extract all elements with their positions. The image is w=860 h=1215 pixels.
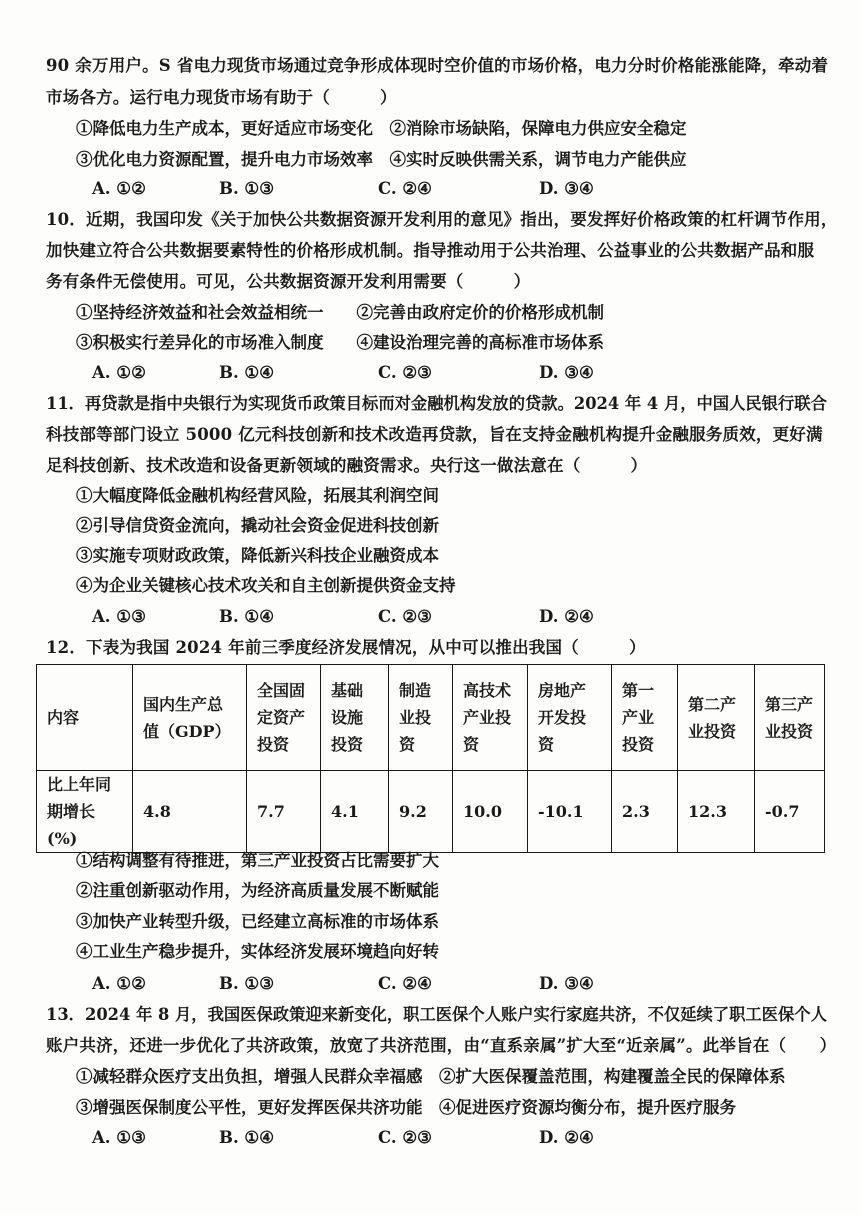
q9-choice-a[interactable]: A. ①②	[92, 179, 146, 198]
q10-line-3: 务有条件无偿使用。可见，公共数据资源开发利用需要（ ）	[46, 272, 531, 291]
table-header-cell: 第二产业投资	[678, 665, 755, 771]
q10-choice-c[interactable]: C. ②③	[378, 363, 432, 382]
q9-statement-1: ①降低电力生产成本，更好适应市场变化 ②消除市场缺陷，保障电力供应安全稳定	[76, 119, 687, 138]
q10-choice-d[interactable]: D. ③④	[539, 363, 594, 382]
table-cell: 9.2	[389, 771, 453, 853]
q11-choice-b[interactable]: B. ①④	[219, 607, 275, 626]
q10-line-2: 加快建立符合公共数据要素特性的价格形成机制。指导推动用于公共治理、公益事业的公共数据产品和服	[46, 241, 815, 260]
table-header-cell: 制造业投资	[389, 665, 453, 771]
table-cell: 2.3	[612, 771, 678, 853]
table-cell: 7.7	[247, 771, 321, 853]
q9-statement-2: ③优化电力资源配置，提升电力市场效率 ④实时反映供需关系，调节电力产能供应	[76, 150, 687, 169]
q13-line-2: 账户共济，还进一步优化了共济政策，放宽了共济范围，由“直系亲属”扩大至“近亲属”。此举旨在（ ）	[46, 1036, 837, 1055]
q11-statement-1: ①大幅度降低金融机构经营风险，拓展其利润空间	[76, 486, 439, 505]
q12-statement-2: ②注重创新驱动作用，为经济高质量发展不断赋能	[76, 881, 439, 900]
table-cell: -10.1	[528, 771, 612, 853]
q9-line-1: 90 余万用户。S 省电力现货市场通过竞争形成体现时空价值的市场价格，电力分时价格能涨能降，牵动着	[46, 56, 829, 75]
q12-choice-c[interactable]: C. ②④	[378, 974, 432, 993]
q13-choice-a[interactable]: A. ①③	[92, 1128, 146, 1147]
q9-line-2: 市场各方。运行电力现货市场有助于（ ）	[46, 88, 397, 107]
q11-statement-4: ④为企业关键核心技术攻关和自主创新提供资金支持	[76, 576, 456, 595]
q13-statement-1: ①减轻群众医疗支出负担，增强人民群众幸福感 ②扩大医保覆盖范围，构建覆盖全民的保障体系	[76, 1067, 786, 1086]
table-row	[37, 771, 825, 853]
q10-statement-1: ①坚持经济效益和社会效益相统一 ②完善由政府定价的价格形成机制	[76, 303, 604, 322]
table-cell: 4.1	[321, 771, 389, 853]
q12-choice-a[interactable]: A. ①②	[92, 974, 146, 993]
q11-choice-a[interactable]: A. ①③	[92, 607, 146, 626]
table-header-cell: 第一产业投资	[612, 665, 678, 771]
q9-choice-c[interactable]: C. ②④	[378, 179, 432, 198]
q11-line-1: 11．再贷款是指中央银行为实现货币政策目标而对金融机构发放的贷款。2024 年 4 月，中国人民银行联合	[46, 394, 827, 413]
q10-choice-b[interactable]: B. ①④	[219, 363, 275, 382]
table-cell: 12.3	[678, 771, 755, 853]
q9-choice-b[interactable]: B. ①③	[219, 179, 275, 198]
q13-choice-b[interactable]: B. ①④	[219, 1128, 275, 1147]
economic-data-table	[36, 664, 825, 853]
q10-choice-a[interactable]: A. ①②	[92, 363, 146, 382]
q11-line-2: 科技部等部门设立 5000 亿元科技创新和技术改造再贷款，旨在支持金融机构提升金融服务质效，更好满	[46, 425, 823, 444]
q12-choice-d[interactable]: D. ③④	[539, 974, 594, 993]
q13-choice-c[interactable]: C. ②③	[378, 1128, 432, 1147]
q12-statement-4: ④工业生产稳步提升，实体经济发展环境趋向好转	[76, 942, 439, 961]
table-cell: 4.8	[133, 771, 247, 853]
table-header-cell: 房地产开发投资	[528, 665, 612, 771]
table-cell: 10.0	[453, 771, 528, 853]
q9-choice-d[interactable]: D. ③④	[539, 179, 594, 198]
q11-choice-c[interactable]: C. ②③	[378, 607, 432, 626]
q13-line-1: 13．2024 年 8 月，我国医保政策迎来新变化，职工医保个人账户实行家庭共济，不仅延续了职工医保个人	[46, 1005, 827, 1024]
table-header-row	[37, 665, 825, 771]
q11-line-3: 足科技创新、技术改造和设备更新领域的融资需求。央行这一做法意在（ ）	[46, 456, 648, 475]
table-cell: -0.7	[755, 771, 825, 853]
table-header-cell: 内容	[37, 665, 133, 771]
table-header-cell: 高技术产业投资	[453, 665, 528, 771]
q12-line-1: 12．下表为我国 2024 年前三季度经济发展情况，从中可以推出我国（ ）	[46, 638, 646, 657]
table-header-cell: 国内生产总值（GDP）	[133, 665, 247, 771]
q11-statement-2: ②引导信贷资金流向，撬动社会资金促进科技创新	[76, 516, 439, 535]
q10-statement-2: ③积极实行差异化的市场准入制度 ④建设治理完善的高标准市场体系	[76, 333, 604, 352]
q12-choice-b[interactable]: B. ①③	[219, 974, 275, 993]
q11-choice-d[interactable]: D. ②④	[539, 607, 594, 626]
table-row-label: 比上年同期增长(%)	[37, 771, 133, 853]
q10-line-1: 10．近期，我国印发《关于加快公共数据资源开发利用的意见》指出，要发挥好价格政策的杠杆调节作用，	[46, 210, 838, 229]
q12-statement-1: ①结构调整有待推进，第三产业投资占比需要扩大	[76, 851, 439, 870]
q13-statement-2: ③增强医保制度公平性，更好发挥医保共济功能 ④促进医疗资源均衡分布，提升医疗服务	[76, 1098, 736, 1117]
table-header-cell: 全国固定资产投资	[247, 665, 321, 771]
table-header-cell: 基础设施投资	[321, 665, 389, 771]
q11-statement-3: ③实施专项财政政策，降低新兴科技企业融资成本	[76, 546, 439, 565]
q13-choice-d[interactable]: D. ②④	[539, 1128, 594, 1147]
table-header-cell: 第三产业投资	[755, 665, 825, 771]
q12-statement-3: ③加快产业转型升级，已经建立高标准的市场体系	[76, 912, 439, 931]
